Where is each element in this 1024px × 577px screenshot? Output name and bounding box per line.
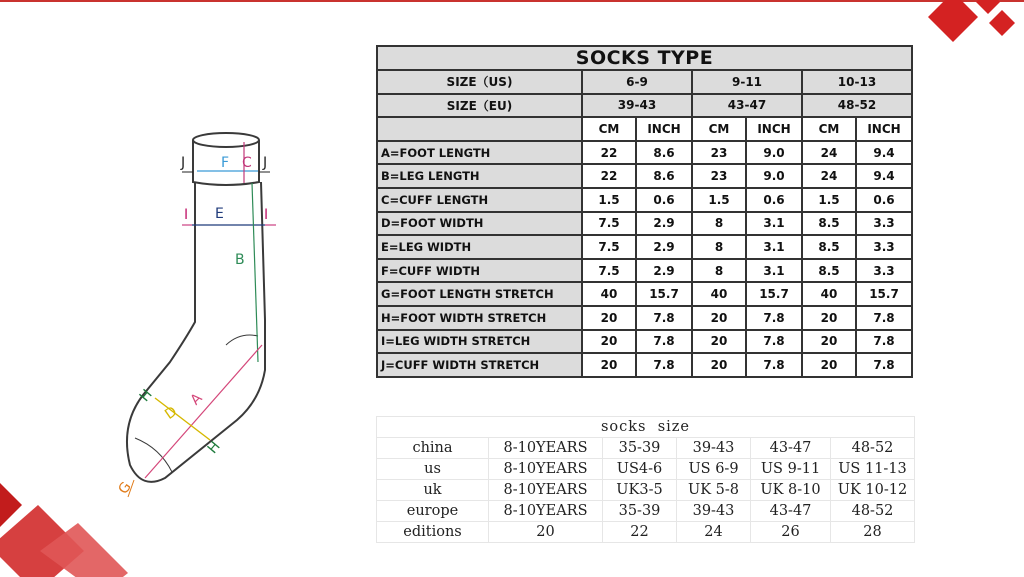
size-cell: 48-52 [831,501,915,522]
size-us-3: 10-13 [802,70,912,94]
cm-value: 8 [692,259,746,283]
region-label: editions [377,522,489,543]
cm-value: 20 [582,306,636,330]
cm-value: 7.5 [582,212,636,236]
a-label: A [187,390,206,409]
b-label: B [235,252,245,268]
table-row [377,164,912,188]
title-row [377,46,912,70]
j-left-label: J [181,155,186,171]
cm-value: 20 [692,330,746,354]
table-row [377,353,912,377]
size-eu-label: SIZE（EU) [377,94,582,118]
table-title: SOCKS TYPE [377,46,912,70]
inch-value: 7.8 [636,330,692,354]
h-top-label: H [136,386,156,405]
cm-value: 7.5 [582,235,636,259]
size-table-title: socks size [377,417,915,438]
size-us-2: 9-11 [692,70,802,94]
inch-value: 3.3 [856,259,912,283]
cm-value: 40 [802,282,856,306]
size-eu-row [377,94,912,118]
size-row [377,438,915,459]
size-cell: 28 [831,522,915,543]
unit-cm: CM [692,117,746,141]
deco-diamond-small [989,10,1015,36]
region-label: uk [377,480,489,501]
top-right-decoration [920,0,1024,50]
table-row [377,212,912,236]
inch-value: 7.8 [636,306,692,330]
deco-diamond-large [928,0,978,42]
cm-value: 40 [582,282,636,306]
size-cell: 39-43 [677,438,751,459]
d-label: D [162,403,181,423]
size-cell: UK 10-12 [831,480,915,501]
size-cell: 39-43 [677,501,751,522]
size-cell: US 9-11 [751,459,831,480]
region-label: us [377,459,489,480]
cm-value: 24 [802,164,856,188]
size-cell: 24 [677,522,751,543]
inch-value: 9.4 [856,141,912,165]
top-accent-line [0,0,1024,2]
size-us-1: 6-9 [582,70,692,94]
socks-type-table [376,45,913,378]
cm-value: 1.5 [802,188,856,212]
size-row [377,480,915,501]
size-eu-3: 48-52 [802,94,912,118]
inch-value: 8.6 [636,141,692,165]
i-right-label: I [264,207,269,223]
table-row [377,141,912,165]
size-us-label: SIZE（US) [377,70,582,94]
inch-value: 3.1 [746,235,802,259]
inch-value: 3.1 [746,212,802,236]
inch-value: 0.6 [746,188,802,212]
inch-value: 3.1 [746,259,802,283]
size-row [377,501,915,522]
inch-value: 7.8 [856,353,912,377]
size-cell: 20 [489,522,603,543]
cm-value: 22 [582,164,636,188]
inch-value: 0.6 [636,188,692,212]
inch-value: 15.7 [746,282,802,306]
size-cell: UK3-5 [603,480,677,501]
row-label: I=LEG WIDTH STRETCH [377,330,582,354]
size-cell: 8-10YEARS [489,480,603,501]
inch-value: 15.7 [636,282,692,306]
size-cell: US4-6 [603,459,677,480]
unit-inch: INCH [636,117,692,141]
size-cell: 8-10YEARS [489,438,603,459]
cm-value: 1.5 [692,188,746,212]
sock-opening [193,133,259,147]
size-cell: 48-52 [831,438,915,459]
size-title-row [377,417,915,438]
unit-cm: CM [802,117,856,141]
cm-value: 1.5 [582,188,636,212]
unit-row [377,117,912,141]
size-eu-2: 43-47 [692,94,802,118]
size-cell: US 6-9 [677,459,751,480]
cm-value: 7.5 [582,259,636,283]
row-label: E=LEG WIDTH [377,235,582,259]
inch-value: 7.8 [746,330,802,354]
socks-size-table [376,416,915,543]
inch-value: 9.0 [746,164,802,188]
size-row [377,459,915,480]
unit-cm: CM [582,117,636,141]
cm-value: 20 [692,353,746,377]
size-cell: 26 [751,522,831,543]
heel-line [226,335,258,345]
row-label: H=FOOT WIDTH STRETCH [377,306,582,330]
cm-value: 20 [802,353,856,377]
table-row [377,330,912,354]
unit-blank [377,117,582,141]
size-cell: 43-47 [751,501,831,522]
cm-value: 20 [582,330,636,354]
table-row [377,188,912,212]
inch-value: 7.8 [746,353,802,377]
cm-value: 20 [692,306,746,330]
size-cell: 8-10YEARS [489,501,603,522]
cm-value: 20 [582,353,636,377]
size-cell: 8-10YEARS [489,459,603,480]
deco-diamond-a [0,483,22,527]
cm-value: 24 [802,141,856,165]
sock-measurement-diagram [110,120,300,510]
size-cell: 22 [603,522,677,543]
size-cell: 35-39 [603,438,677,459]
table-row [377,235,912,259]
size-row [377,522,915,543]
size-cell: UK 5-8 [677,480,751,501]
cm-value: 40 [692,282,746,306]
inch-value: 7.8 [856,306,912,330]
cm-value: 8 [692,212,746,236]
row-label: J=CUFF WIDTH STRETCH [377,353,582,377]
inch-value: 7.8 [746,306,802,330]
inch-value: 3.3 [856,212,912,236]
cm-value: 8 [692,235,746,259]
cm-value: 8.5 [802,259,856,283]
h-bottom-label: H [204,438,224,457]
cm-value: 23 [692,141,746,165]
row-label: B=LEG LENGTH [377,164,582,188]
cm-value: 8.5 [802,212,856,236]
g-label: G [115,479,135,498]
table-row [377,282,912,306]
cm-value: 23 [692,164,746,188]
deco-diamond-top [976,0,1000,14]
inch-value: 2.9 [636,212,692,236]
size-us-row [377,70,912,94]
inch-value: 9.4 [856,164,912,188]
inch-value: 2.9 [636,235,692,259]
size-cell: 43-47 [751,438,831,459]
row-label: G=FOOT LENGTH STRETCH [377,282,582,306]
region-label: europe [377,501,489,522]
f-label: F [221,155,230,171]
region-label: china [377,438,489,459]
sock-body [127,182,265,482]
cm-value: 20 [802,330,856,354]
toe-line [135,438,172,472]
inch-value: 2.9 [636,259,692,283]
table-row [377,259,912,283]
unit-inch: INCH [856,117,912,141]
cm-value: 22 [582,141,636,165]
size-cell: US 11-13 [831,459,915,480]
size-cell: 35-39 [603,501,677,522]
inch-value: 0.6 [856,188,912,212]
inch-value: 3.3 [856,235,912,259]
row-label: A=FOOT LENGTH [377,141,582,165]
row-label: C=CUFF LENGTH [377,188,582,212]
row-label: F=CUFF WIDTH [377,259,582,283]
inch-value: 7.8 [636,353,692,377]
i-left-label: I [184,207,189,223]
size-eu-1: 39-43 [582,94,692,118]
size-cell: UK 8-10 [751,480,831,501]
table-row [377,306,912,330]
c-label: C [242,155,252,171]
unit-inch: INCH [746,117,802,141]
inch-value: 7.8 [856,330,912,354]
cm-value: 20 [802,306,856,330]
e-label: E [215,206,224,222]
cm-value: 8.5 [802,235,856,259]
inch-value: 8.6 [636,164,692,188]
inch-value: 15.7 [856,282,912,306]
row-label: D=FOOT WIDTH [377,212,582,236]
j-right-label: J [263,155,268,171]
inch-value: 9.0 [746,141,802,165]
